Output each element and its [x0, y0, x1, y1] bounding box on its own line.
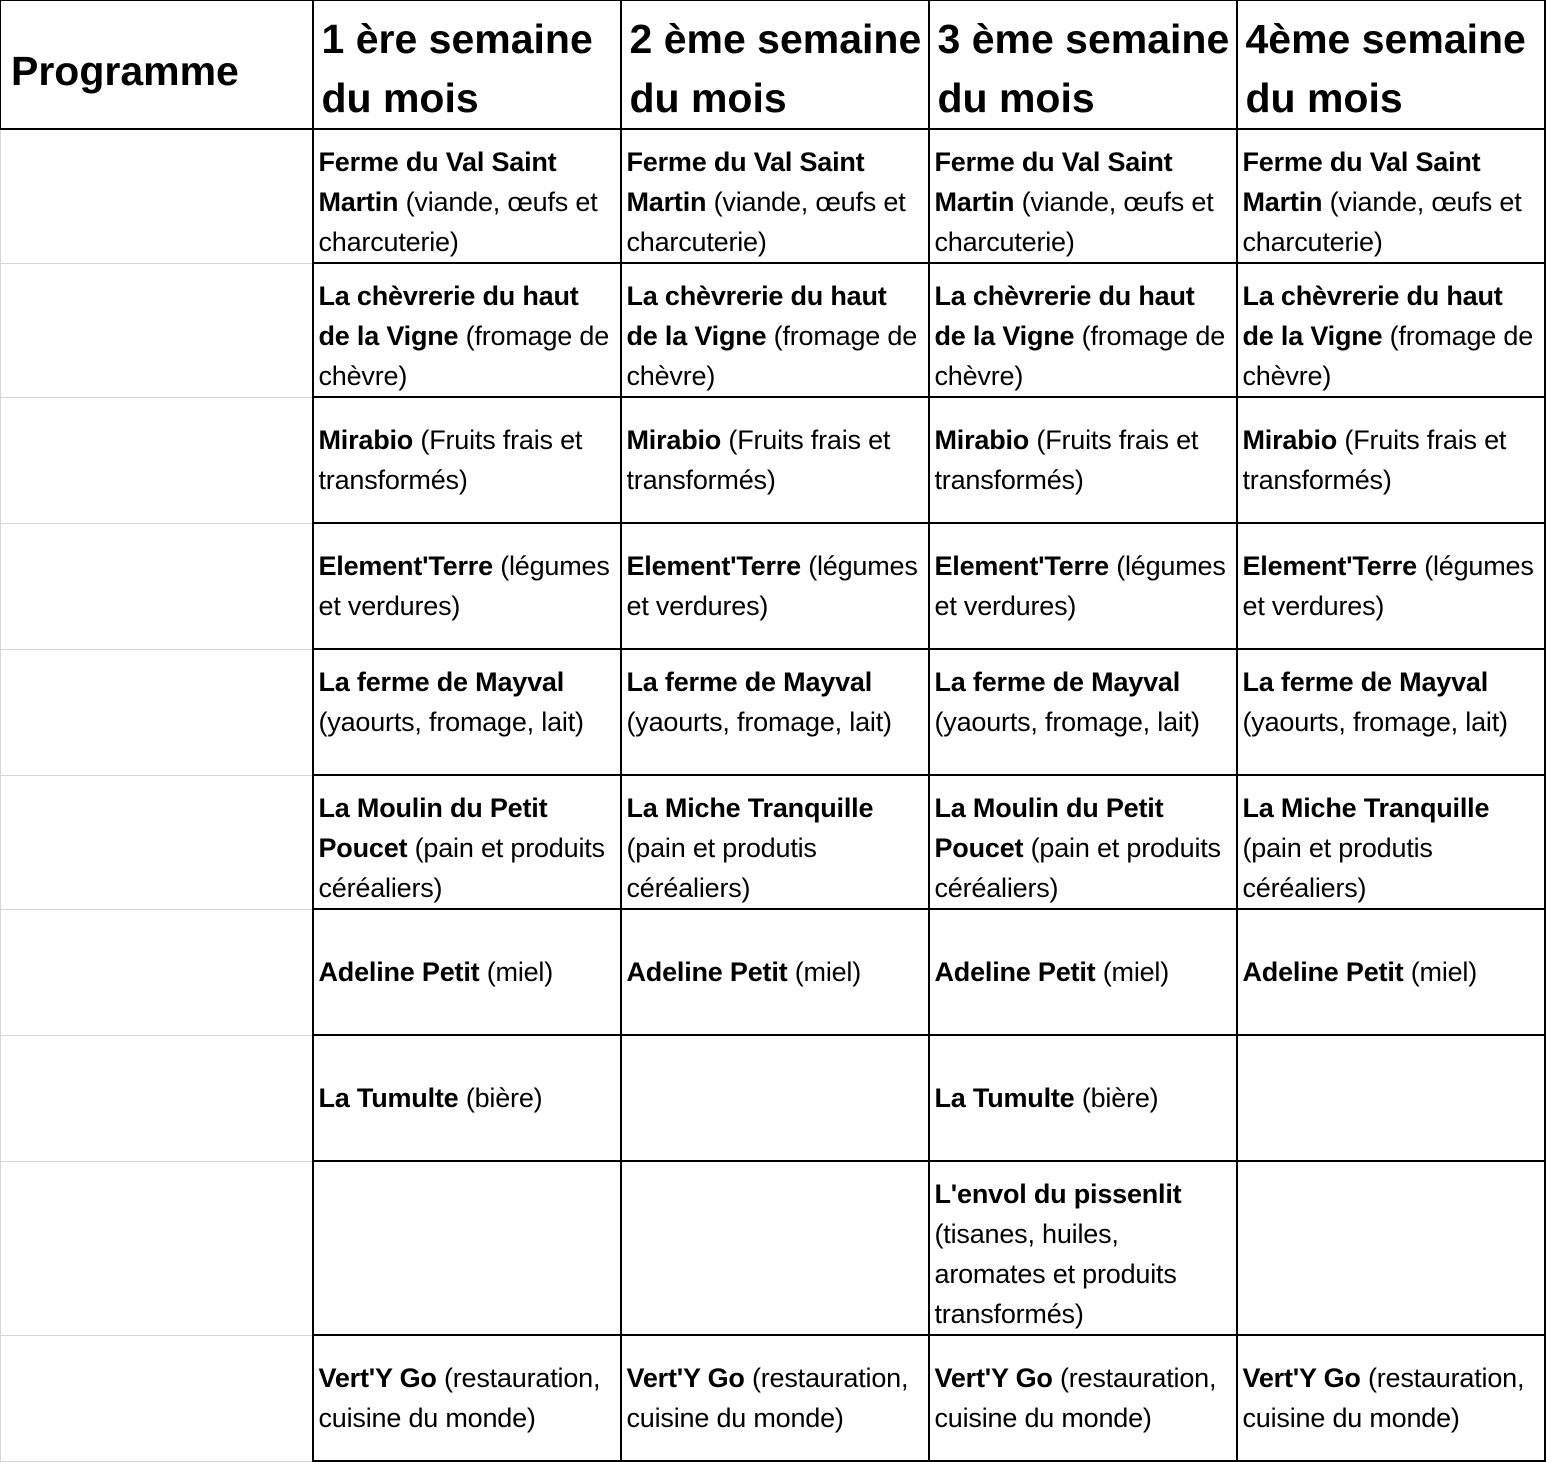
vendor-cell-week-3[interactable]: [929, 1035, 1237, 1161]
vendor-products: (pain et produits céréaliers): [318, 833, 605, 903]
vendor-products: (pain et produits céréaliers): [934, 833, 1221, 903]
vendor-name: Ferme du Val Saint Martin: [626, 147, 865, 217]
vendor-cell-week-3[interactable]: [929, 775, 1237, 909]
vendor-products: (restauration, cuisine du monde): [1242, 1363, 1525, 1433]
vendor-name: La ferme de Mayval: [626, 667, 873, 697]
vendor-cell-week-3[interactable]: [929, 909, 1237, 1035]
vendor-entry: [1243, 952, 1478, 992]
vendor-name: Ferme du Val Saint Martin: [1242, 147, 1481, 217]
vendor-products: (tisanes, huiles, aromates et produits transformés): [934, 1219, 1177, 1329]
vendor-entry: [627, 952, 862, 992]
vendor-entry: [627, 546, 924, 626]
vendor-name: Element'Terre: [318, 551, 493, 581]
vendor-cell-week-4[interactable]: [1237, 523, 1545, 649]
vendor-name: Adeline Petit: [1242, 957, 1404, 987]
vendor-name: La Moulin du Petit Poucet: [934, 793, 1164, 863]
week-1-label: 1 ère semaine du mois: [321, 16, 593, 121]
vendor-products: (Fruits frais et transformés): [1242, 425, 1507, 495]
vendor-name: La ferme de Mayval: [318, 667, 565, 697]
vendor-name: La Moulin du Petit Poucet: [318, 793, 548, 863]
vendor-products: (Fruits frais et transformés): [934, 425, 1199, 495]
programme-label: Programme: [11, 48, 239, 94]
vendor-entry: [935, 420, 1232, 500]
vendor-entry: [319, 420, 616, 500]
vendor-cell-week-4[interactable]: [1237, 1335, 1545, 1461]
vendor-entry: [935, 1078, 1159, 1118]
vendor-products: (pain et produtis céréaliers): [626, 833, 817, 903]
programme-cell[interactable]: [1, 1161, 313, 1335]
vendor-name: Ferme du Val Saint Martin: [934, 147, 1173, 217]
vendor-cell-week-1[interactable]: [313, 523, 621, 649]
vendor-products: (miel): [479, 957, 554, 987]
vendor-name: Element'Terre: [626, 551, 801, 581]
table-row: [1, 263, 1545, 397]
vendor-cell-week-1[interactable]: [313, 649, 621, 775]
vendor-entry: [319, 1358, 616, 1438]
programme-cell[interactable]: [1, 909, 313, 1035]
vendor-cell-week-2[interactable]: [621, 909, 929, 1035]
vendor-name: La ferme de Mayval: [934, 667, 1181, 697]
vendor-entry: [935, 546, 1232, 626]
vendor-entry: [1243, 142, 1540, 262]
vendor-entry: [319, 1078, 543, 1118]
vendor-entry: [935, 1358, 1232, 1438]
vendor-entry: [319, 276, 616, 396]
week-3-label: 3 ème semaine du mois: [937, 16, 1230, 121]
vendor-cell-week-4[interactable]: [1237, 1161, 1545, 1335]
header-cell-week-4[interactable]: [1237, 1, 1545, 130]
vendor-products: (restauration, cuisine du monde): [318, 1363, 601, 1433]
vendor-cell-week-2[interactable]: [621, 649, 929, 775]
header-cell-week-2[interactable]: [621, 1, 929, 130]
vendor-cell-week-1[interactable]: [313, 909, 621, 1035]
vendor-products: (fromage de chèvre): [1242, 321, 1534, 391]
programme-cell[interactable]: [1, 1035, 313, 1161]
vendor-cell-week-4[interactable]: [1237, 263, 1545, 397]
vendor-cell-week-3[interactable]: [929, 523, 1237, 649]
vendor-products: (miel): [1403, 957, 1478, 987]
week-2-label: 2 ème semaine du mois: [629, 16, 922, 121]
vendor-name: La Tumulte: [318, 1083, 459, 1113]
vendor-products: (légumes et verdures): [934, 551, 1226, 621]
programme-cell[interactable]: [1, 397, 313, 523]
vendor-products: (viande, œufs et charcuterie): [626, 187, 906, 257]
vendor-cell-week-1[interactable]: [313, 1335, 621, 1461]
table-row: [1, 523, 1545, 649]
table-row: [1, 397, 1545, 523]
vendor-name: La chèvrerie du haut de la Vigne: [318, 281, 579, 351]
vendor-cell-week-1[interactable]: [313, 1035, 621, 1161]
vendor-entry: [627, 420, 924, 500]
header-cell-programme[interactable]: [1, 1, 313, 130]
vendor-cell-week-3[interactable]: [929, 1335, 1237, 1461]
header-cell-week-1[interactable]: [313, 1, 621, 130]
vendor-cell-week-1[interactable]: [313, 129, 621, 263]
vendor-products: (légumes et verdures): [1242, 551, 1534, 621]
vendor-name: La chèvrerie du haut de la Vigne: [934, 281, 1195, 351]
vendor-entry: [319, 952, 554, 992]
vendor-name: Mirabio: [626, 425, 722, 455]
vendor-entry: [627, 1358, 924, 1438]
programme-cell[interactable]: [1, 129, 313, 263]
vendor-entry: [1243, 788, 1540, 908]
vendor-name: Vert'Y Go: [1242, 1363, 1361, 1393]
vendor-name: La chèvrerie du haut de la Vigne: [626, 281, 887, 351]
vendor-entry: [627, 142, 924, 262]
vendor-cell-week-3[interactable]: [929, 1161, 1237, 1335]
vendor-products: (viande, œufs et charcuterie): [1242, 187, 1522, 257]
programme-cell[interactable]: [1, 1335, 313, 1461]
vendor-products: (pain et produtis céréaliers): [1242, 833, 1433, 903]
vendor-cell-week-4[interactable]: [1237, 775, 1545, 909]
table-row: [1, 649, 1545, 775]
vendor-cell-week-3[interactable]: [929, 649, 1237, 775]
vendor-products: (Fruits frais et transformés): [626, 425, 891, 495]
vendor-products: (fromage de chèvre): [318, 321, 610, 391]
programme-cell[interactable]: [1, 263, 313, 397]
table-row: [1, 1035, 1545, 1161]
vendor-cell-week-4[interactable]: [1237, 649, 1545, 775]
vendor-cell-week-2[interactable]: [621, 1161, 929, 1335]
vendor-cell-week-2[interactable]: [621, 775, 929, 909]
vendor-cell-week-2[interactable]: [621, 523, 929, 649]
vendor-name: La Miche Tranquille: [626, 793, 874, 823]
vendor-name: Vert'Y Go: [934, 1363, 1053, 1393]
vendor-entry: [935, 1174, 1232, 1334]
vendor-products: (fromage de chèvre): [626, 321, 918, 391]
vendor-products: (miel): [787, 957, 862, 987]
vendor-entry: [1243, 546, 1540, 626]
vendor-products: (yaourts, fromage, lait): [318, 707, 584, 737]
vendor-name: Vert'Y Go: [318, 1363, 437, 1393]
table-row: [1, 1335, 1545, 1461]
vendor-cell-week-1[interactable]: [313, 263, 621, 397]
vendor-entry: [627, 276, 924, 396]
vendor-name: La ferme de Mayval: [1242, 667, 1489, 697]
vendor-cell-week-4[interactable]: [1237, 909, 1545, 1035]
vendor-products: (miel): [1095, 957, 1170, 987]
vendor-entry: [627, 788, 924, 908]
vendor-name: La chèvrerie du haut de la Vigne: [1242, 281, 1503, 351]
vendor-cell-week-2[interactable]: [621, 397, 929, 523]
vendor-cell-week-1[interactable]: [313, 397, 621, 523]
vendor-cell-week-2[interactable]: [621, 1335, 929, 1461]
vendor-name: La Miche Tranquille: [1242, 793, 1490, 823]
vendor-entry: [935, 788, 1232, 908]
vendor-name: Mirabio: [318, 425, 414, 455]
vendor-cell-week-1[interactable]: [313, 775, 621, 909]
vendor-entry: [1243, 420, 1540, 500]
vendor-entry: [935, 662, 1232, 742]
vendor-entry: [935, 952, 1170, 992]
vendor-name: Adeline Petit: [318, 957, 480, 987]
vendor-name: La Tumulte: [934, 1083, 1075, 1113]
week-4-label: 4ème semaine du mois: [1245, 16, 1526, 121]
vendor-cell-week-2[interactable]: [621, 129, 929, 263]
table-row: [1, 775, 1545, 909]
vendor-cell-week-2[interactable]: [621, 263, 929, 397]
header-row: [1, 1, 1545, 130]
programme-cell[interactable]: [1, 775, 313, 909]
vendor-products: (restauration, cuisine du monde): [934, 1363, 1217, 1433]
table-row: [1, 909, 1545, 1035]
vendor-cell-week-4[interactable]: [1237, 129, 1545, 263]
vendor-products: (légumes et verdures): [626, 551, 918, 621]
vendor-entry: [935, 276, 1232, 396]
vendor-cell-week-1[interactable]: [313, 1161, 621, 1335]
vendor-entry: [1243, 276, 1540, 396]
vendor-products: (bière): [458, 1083, 543, 1113]
vendor-products: (yaourts, fromage, lait): [934, 707, 1200, 737]
vendor-name: Vert'Y Go: [626, 1363, 745, 1393]
programme-cell[interactable]: [1, 649, 313, 775]
vendor-entry: [1243, 662, 1540, 742]
vendor-products: (légumes et verdures): [318, 551, 610, 621]
vendor-products: (viande, œufs et charcuterie): [318, 187, 598, 257]
vendor-products: (yaourts, fromage, lait): [1242, 707, 1508, 737]
vendor-cell-week-3[interactable]: [929, 397, 1237, 523]
vendor-entry: [627, 662, 924, 742]
vendor-name: L'envol du pissenlit: [934, 1179, 1182, 1209]
vendor-products: (viande, œufs et charcuterie): [934, 187, 1214, 257]
vendor-cell-week-3[interactable]: [929, 263, 1237, 397]
vendor-name: Adeline Petit: [626, 957, 788, 987]
header-cell-week-3[interactable]: [929, 1, 1237, 130]
vendor-entry: [319, 142, 616, 262]
programme-cell[interactable]: [1, 523, 313, 649]
vendor-entry: [935, 142, 1232, 262]
vendor-name: Adeline Petit: [934, 957, 1096, 987]
vendor-name: Ferme du Val Saint Martin: [318, 147, 557, 217]
vendor-products: (yaourts, fromage, lait): [626, 707, 892, 737]
vendor-name: Element'Terre: [1242, 551, 1417, 581]
table-row: [1, 129, 1545, 263]
vendor-entry: [1243, 1358, 1540, 1438]
vendor-entry: [319, 788, 616, 908]
vendor-products: (Fruits frais et transformés): [318, 425, 583, 495]
vendor-products: (bière): [1074, 1083, 1159, 1113]
vendor-products: (restauration, cuisine du monde): [626, 1363, 909, 1433]
vendor-entry: [319, 662, 616, 742]
vendor-name: Mirabio: [934, 425, 1030, 455]
vendor-cell-week-4[interactable]: [1237, 1035, 1545, 1161]
vendor-name: Mirabio: [1242, 425, 1338, 455]
vendor-products: (fromage de chèvre): [934, 321, 1226, 391]
table-row: [1, 1161, 1545, 1335]
vendor-name: Element'Terre: [934, 551, 1109, 581]
vendor-entry: [319, 546, 616, 626]
vendor-cell-week-3[interactable]: [929, 129, 1237, 263]
vendor-cell-week-4[interactable]: [1237, 397, 1545, 523]
vendor-cell-week-2[interactable]: [621, 1035, 929, 1161]
